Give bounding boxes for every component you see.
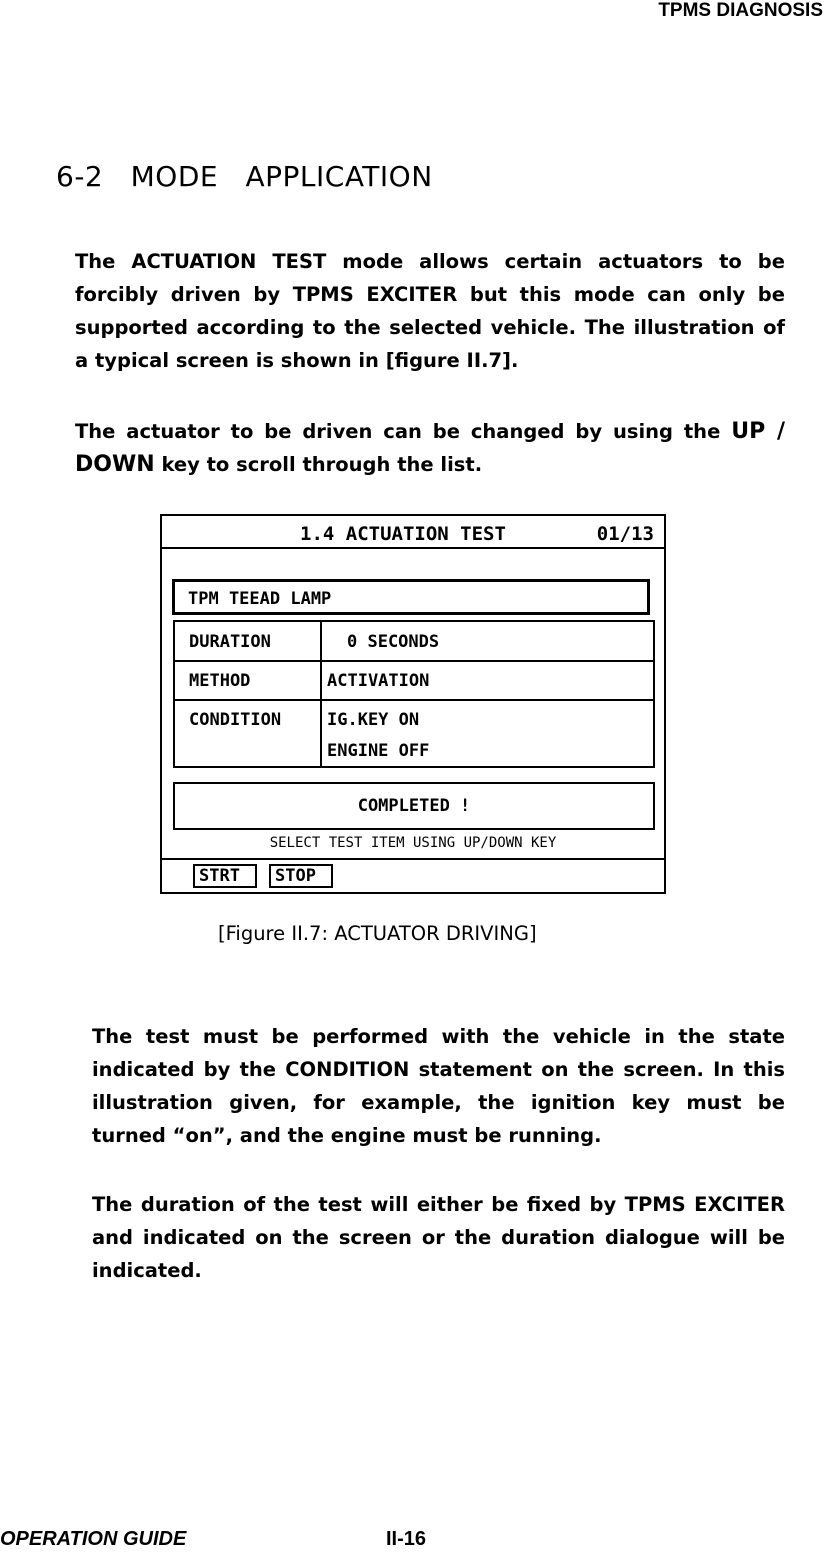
screen-page-counter: 01/13 bbox=[596, 523, 654, 545]
function-bar-divider bbox=[162, 858, 664, 860]
scroll-instruction-paragraph bbox=[75, 415, 785, 481]
scroll-key-name: UP / DOWN bbox=[75, 419, 785, 477]
method-value: ACTIVATION bbox=[327, 671, 430, 691]
screen-title: 1.4 ACTUATION TEST bbox=[300, 523, 506, 545]
table-row-divider bbox=[175, 660, 653, 662]
method-label: METHOD bbox=[189, 671, 251, 691]
selected-test-item[interactable] bbox=[172, 579, 650, 615]
section-title: 6-2 MODE APPLICATION bbox=[56, 160, 433, 193]
screen-title-divider bbox=[162, 547, 664, 549]
scroll-text-after: key to scroll through the list. bbox=[154, 453, 483, 476]
selected-test-item-label: TPM TEEAD LAMP bbox=[188, 589, 332, 609]
start-button[interactable]: STRT bbox=[193, 864, 257, 888]
footer-page-number: II-16 bbox=[386, 1528, 427, 1550]
page-header-title: TPMS DIAGNOSIS bbox=[658, 0, 823, 21]
screen-hint-text: SELECT TEST ITEM USING UP/DOWN KEY bbox=[269, 835, 557, 851]
duration-label: DURATION bbox=[189, 632, 271, 652]
intro-paragraph: The ACTUATION TEST mode allows certain actuators to be forcibly driven by TPMS EXCITER but this mode can only be supported according to the selected vehicle. The illustration of a typical screen is shown in [figure II.7]. bbox=[75, 250, 785, 372]
table-row-divider bbox=[175, 699, 653, 701]
duration-value: 0 SECONDS bbox=[347, 632, 440, 652]
table-column-divider bbox=[320, 622, 322, 766]
status-message: COMPLETED ! bbox=[357, 796, 471, 816]
condition-value-engine: ENGINE OFF bbox=[327, 741, 430, 761]
test-info-table bbox=[173, 620, 655, 768]
footer-guide-title: OPERATION GUIDE bbox=[0, 1528, 187, 1550]
scroll-text-before: The actuator to be driven can be changed by using the bbox=[75, 420, 732, 443]
condition-label: CONDITION bbox=[189, 710, 282, 730]
status-message-box bbox=[173, 782, 655, 830]
stop-button[interactable]: STOP bbox=[269, 864, 333, 888]
figure-caption: [Figure II.7: ACTUATOR DRIVING] bbox=[218, 922, 537, 945]
condition-value-ignition: IG.KEY ON bbox=[327, 710, 420, 730]
actuation-test-screen bbox=[160, 514, 666, 894]
duration-paragraph: The duration of the test will either be fixed by TPMS EXCITER and indicated on the screen or the duration dialogue will be indicated. bbox=[92, 1193, 785, 1282]
condition-paragraph: The test must be performed with the vehicle in the state indicated by the CONDITION statement on the screen. In this illustration given, for example, the ignition key must be turned “on”, and the engine must be running. bbox=[92, 1025, 785, 1147]
